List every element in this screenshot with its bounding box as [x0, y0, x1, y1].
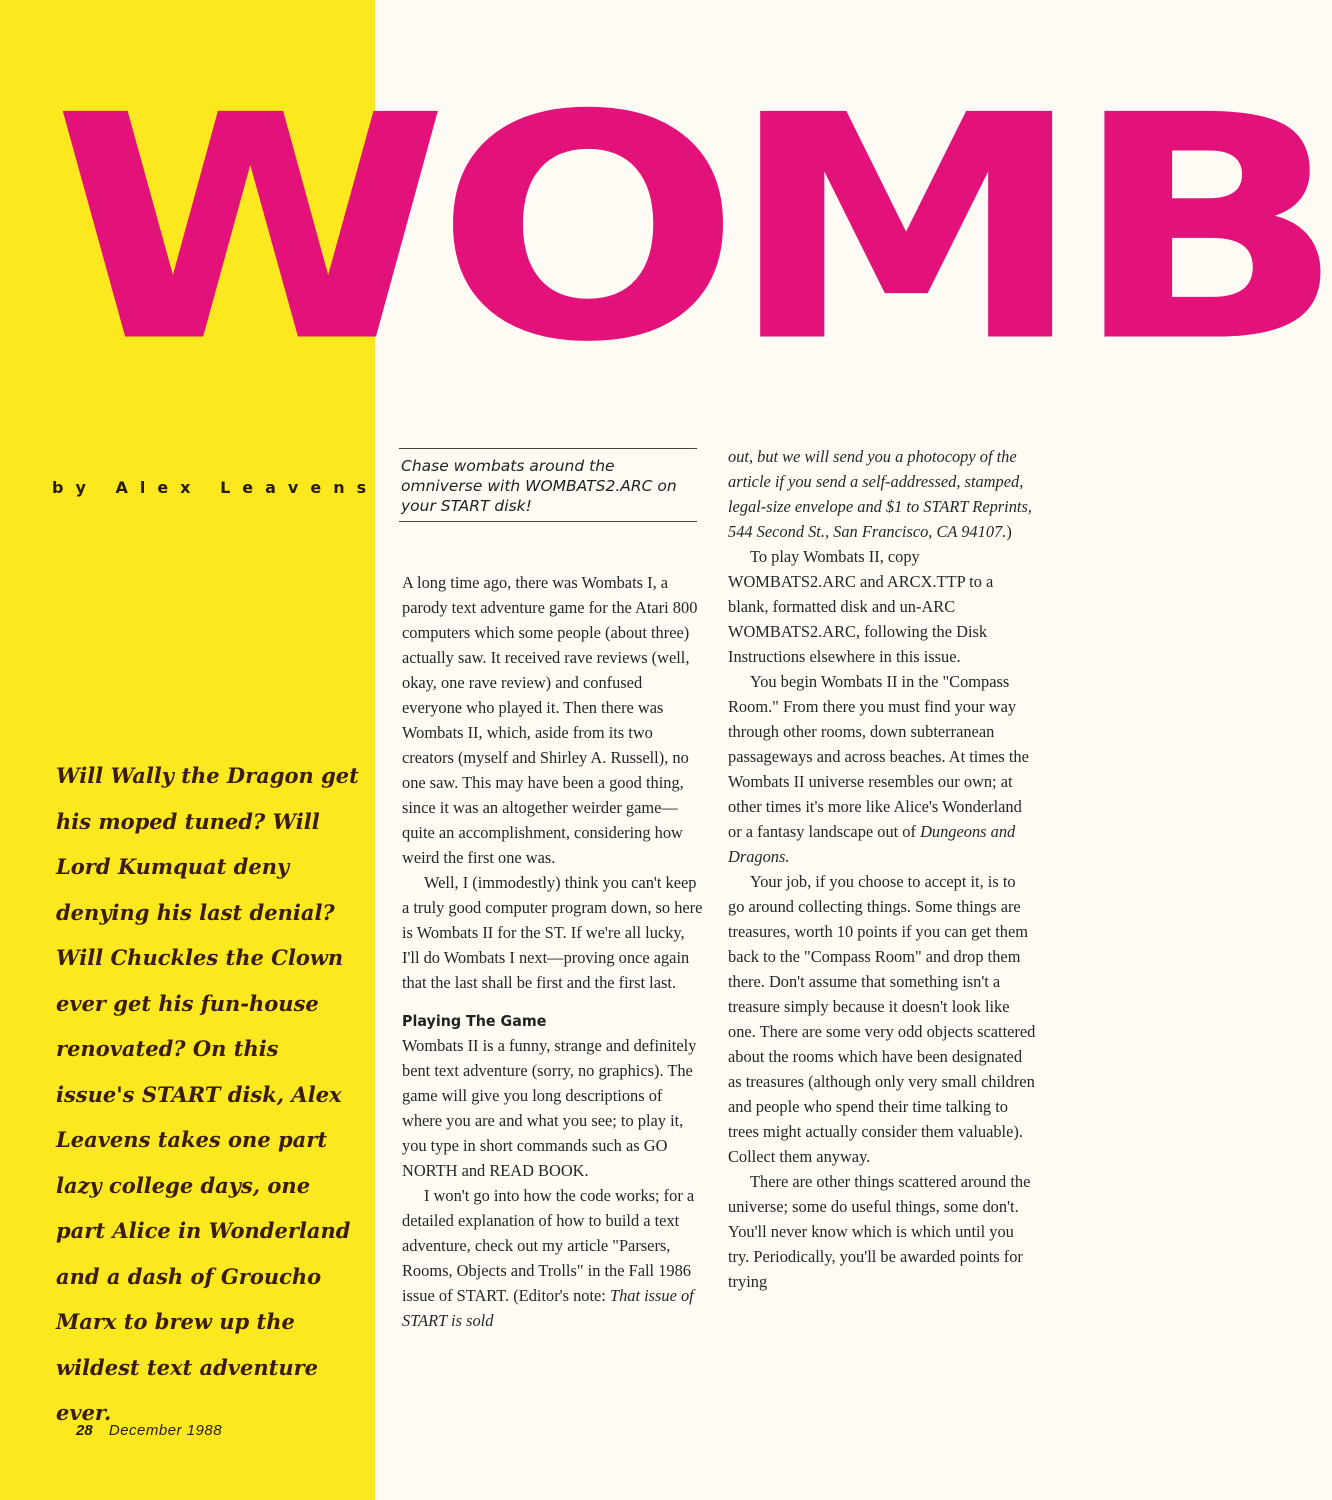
paragraph: There are other things scattered around the universe; some do useful things, some don't. You'll never know which is which until you try. Periodically, you'll be awarded points for trying	[728, 1172, 1031, 1291]
article-title: WOMB	[52, 49, 1332, 410]
paragraph	[728, 444, 1036, 544]
page-number: 28	[76, 1422, 93, 1439]
paragraph-text: You begin Wombats II in the "Compass Room." From there you must find your way through other rooms, down subterranean passageways and across beaches. At times the Wombats II universe resembles our own; at other times it's more like Alice's Wonderland or a fantasy landscape out of	[728, 672, 1029, 841]
paragraph: To play Wombats II, copy WOMBATS2.ARC and ARCX.TTP to a blank, formatted disk and un-ARC WOMBATS2.ARC, following the Disk Instructions elsewhere in this issue.	[728, 547, 994, 666]
book-title-text: Dungeons and Dragons.	[728, 822, 1016, 866]
section-heading: Playing The Game	[402, 1012, 547, 1030]
editor-note-text: out, but we will send you a photocopy of the article if you send a self-addressed, stamped, legal-size envelope and $1 to START Reprints, 544 Second St., San Francisco, CA 94107.	[728, 447, 1032, 541]
issue-date: December 1988	[108, 1422, 223, 1439]
paragraph	[402, 1183, 704, 1333]
body-column-2	[728, 444, 1036, 1294]
page-footer	[76, 1422, 222, 1439]
article-deck: Chase wombats around the omniverse with WOMBATS2.ARC on your START disk!	[399, 448, 697, 522]
byline: by Alex Leavens	[52, 478, 379, 497]
paragraph: A long time ago, there was Wombats I, a parody text adventure game for the Atari 800 computers which some people (about three) actually saw. It received rave reviews (well, okay, one rave review) and confused everyone who played it. Then there was Wombats II, which, aside from its two creators (myself and Shirley A. Russell), no one saw. This may have been a good thing, since it was an altogether weirder game—quite an accomplishment, considering how weird the first one was.	[402, 573, 698, 867]
body-column-1	[402, 570, 704, 1333]
paragraph: Wombats II is a funny, strange and definitely bent text adventure (sorry, no graphics). The game will give you long descriptions of where you are and what you see; to play it, you type in short commands such as GO NORTH and READ BOOK.	[402, 1036, 697, 1180]
editor-note-text: That issue of START is sold	[402, 1286, 694, 1330]
paragraph	[728, 669, 1036, 869]
paragraph: Well, I (immodestly) think you can't keep a truly good computer program down, so here is Wombats II for the ST. If we're all lucky, I'll do Wombats I next—proving once again that the last shall be first and the first last.	[402, 873, 703, 992]
paragraph-text: )	[1006, 522, 1012, 541]
paragraph: Your job, if you choose to accept it, is to go around collecting things. Some things are treasures, worth 10 points if you can get them back to the "Compass Room" and drop them there. Don't assume that something isn't a treasure simply because it doesn't look like one. There are some very odd objects scattered about the rooms which have been designated as treasures (although only very small children and people who spend their time talking to trees might actually consider them valuable). Collect them anyway.	[728, 872, 1036, 1166]
paragraph-text: I won't go into how the code works; for a detailed explanation of how to build a text adventure, check out my article "Parsers, Rooms, Objects and Trolls" in the Fall 1986 issue of START. (Editor's note:	[402, 1186, 695, 1305]
pull-quote: Will Wally the Dragon get his moped tuned? Will Lord Kumquat deny denying his last denial? Will Chuckles the Clown ever get his fun-house renovated? On this issue's START disk, Alex Leavens takes one part lazy college days, one part Alice in Wonderland and a dash of Groucho Marx to brew up the wildest text adventure ever.	[56, 763, 359, 1425]
